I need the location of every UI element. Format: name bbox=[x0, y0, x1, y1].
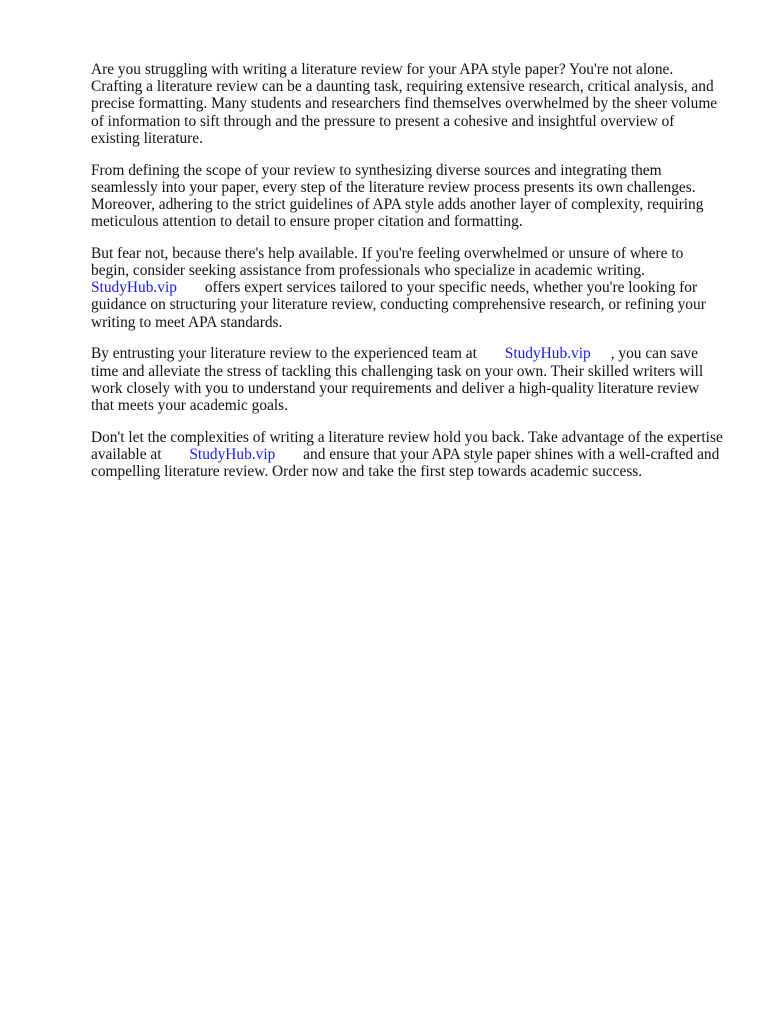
studyhub-link[interactable]: StudyHub.vip bbox=[189, 445, 276, 463]
studyhub-link[interactable]: StudyHub.vip bbox=[91, 279, 177, 297]
paragraph-text: But fear not, because there's help available. If you're feeling overwhelmed or unsure of where to begin, consider seeking assistance from professionals who specialize in academic writing. bbox=[91, 244, 684, 280]
paragraph-text: , you can save time and alleviate the stress of tackling this challenging task on your own. Their skilled writers will work closely with you to understand your requirements and deliver a high-quality literature review that meets your academic goals. bbox=[91, 345, 704, 414]
paragraph-text: and ensure that your APA style paper shines with a well-crafted and compelling literature review. Order now and take the first step towards academic success. bbox=[91, 445, 720, 481]
paragraph-text: By entrusting your literature review to the experienced team at bbox=[91, 345, 477, 363]
document-body bbox=[91, 61, 723, 495]
paragraph-intro bbox=[91, 61, 723, 147]
paragraph-entrust bbox=[91, 345, 723, 414]
paragraph-help bbox=[91, 245, 723, 331]
paragraph-text: Are you struggling with writing a literature review for your APA style paper? You're not alone. Crafting a literature review can be a daunting task, requiring extensive research, critical analysis, and precise formatting. Many students and researchers find themselves overwhelmed by the sheer volume of information to sift through and the pressure to present a cohesive and insightful overview of existing literature. bbox=[91, 61, 718, 147]
paragraph-text: From defining the scope of your review to synthesizing diverse sources and integrating them seamlessly into your paper, every step of the literature review process presents its own challenges. Moreover, adhering to the strict guidelines of APA style adds another layer of complexity, requiring meticulous attention to detail to ensure proper citation and formatting. bbox=[91, 161, 704, 231]
paragraph-text: Don't let the complexities of writing a literature review hold you back. Take advantage of the expertise available at bbox=[91, 428, 723, 463]
paragraph-challenges bbox=[91, 162, 723, 231]
paragraph-text: offers expert services tailored to your specific needs, whether you're looking for guidance on structuring your literature review, conducting comprehensive research, or refining your writing to meet APA standards. bbox=[91, 279, 706, 331]
studyhub-link[interactable]: StudyHub.vip bbox=[504, 345, 591, 363]
paragraph-closing bbox=[91, 429, 723, 481]
